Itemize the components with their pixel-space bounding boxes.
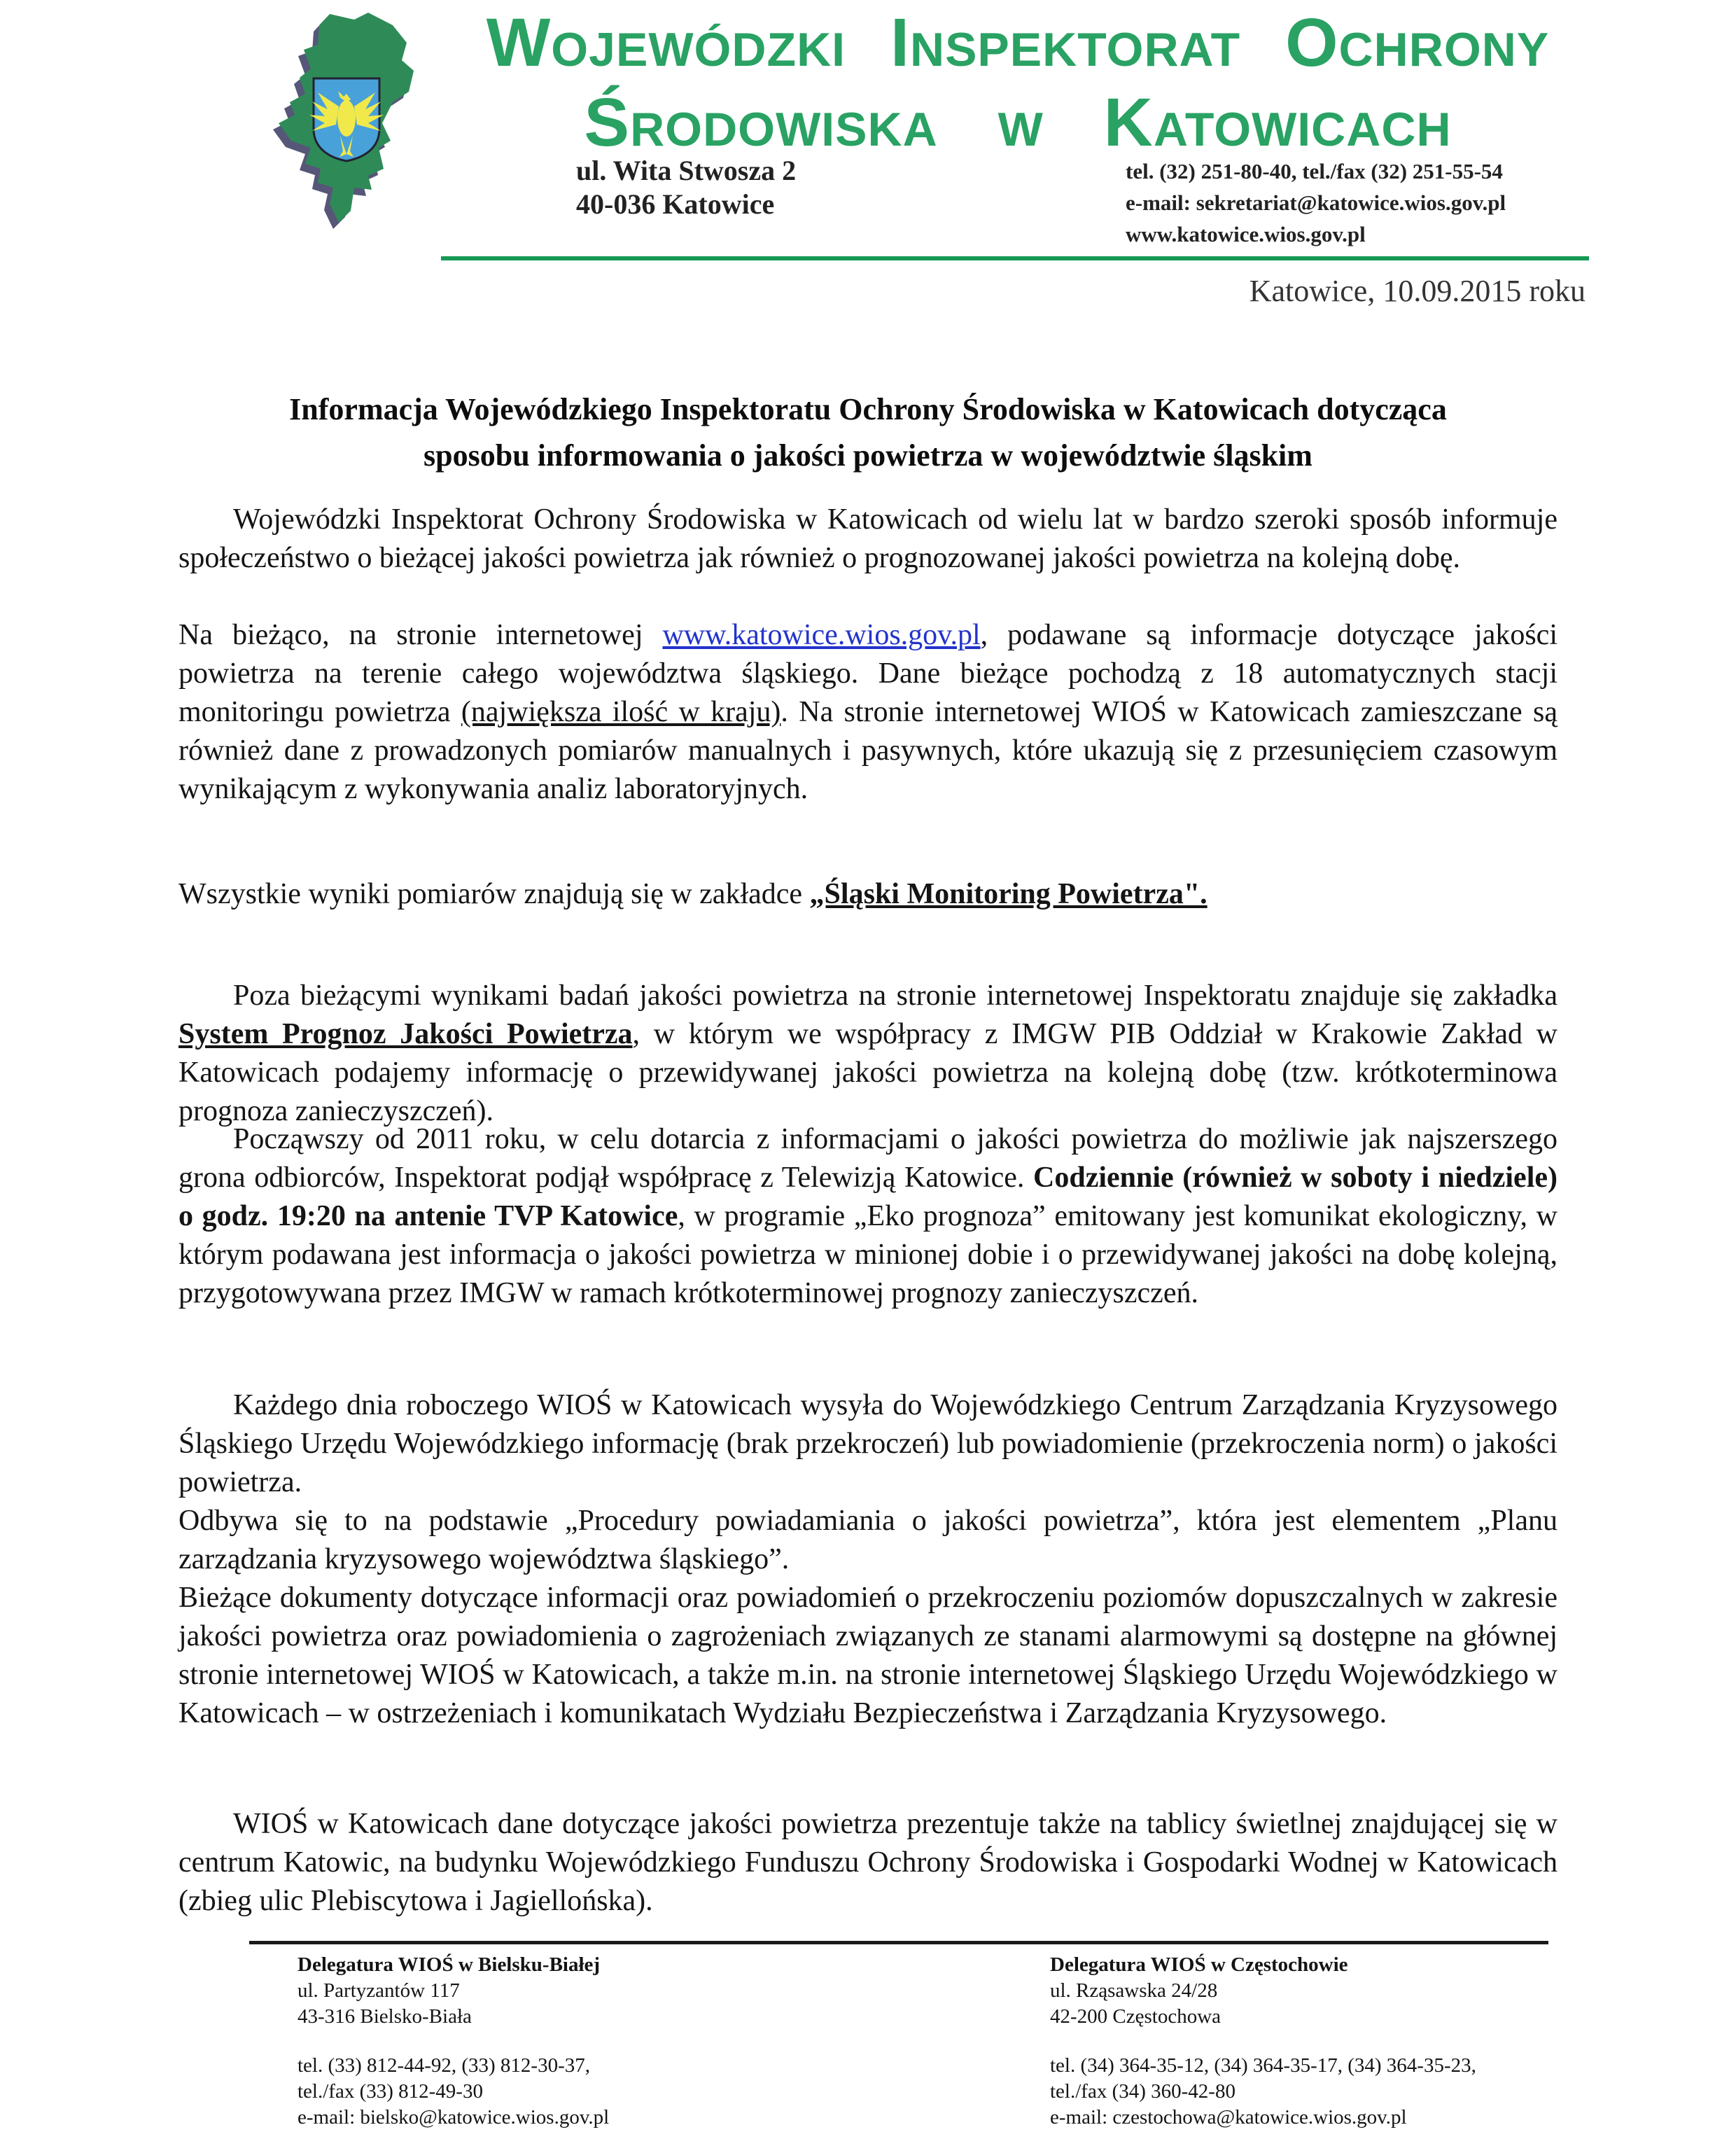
header-address — [576, 154, 796, 221]
text-segment: , w którym we współpracy z IMGW PIB Oddział w Krakowie Zakład w Katowicach podajemy informację o przewidywanej jakości powietrza na kolejną dobę (tzw. krótkoterminowa prognoza zanieczyszczeń). — [178, 1018, 1558, 1127]
text-segment: , podawane są informacje dotyczące jakości powietrza na terenie całego województwa śląskiego. Dane bieżące pochodzą z 18 automatycznych stacji monitoringu powietrza — [178, 619, 1558, 728]
footer-branch-bielsko-fax: tel./fax (33) 812-49-30 — [298, 2080, 483, 2103]
silesia-map-logo-svg — [263, 4, 433, 230]
text-segment: Bieżące dokumenty dotyczące informacji oraz powiadomień o przekroczeniu poziomów dopuszczalnych w zakresie jakości powietrza oraz powiadomienia o zagrożeniach związanych ze stanami alarmowymi są dostępne na głównej stronie internetowej WIOŚ w Katowicach, a także m.in. na stronie internetowej Śląskiego Urzędu Wojewódzkiego w Katowicach – w ostrzeżeniach i komunikatach Wydziału Bezpieczeństwa i Zarządzania Kryzysowego. — [178, 1582, 1558, 1729]
text-segment: WIOŚ w Katowicach dane dotyczące jakości powietrza prezentuje także na tablicy świetlnej znajdującej się w centrum Katowic, na budynku Wojewódzkiego Funduszu Ochrony Środowiska i Gospodarki Wodnej w Katowicach (zbieg ulic Plebiscytowa i Jagiellońska). — [178, 1808, 1558, 1917]
text-segment: „Śląski Monitoring Powietrza". — [809, 878, 1208, 910]
text-segment: Każdego dnia roboczego WIOŚ w Katowicach wysyła do Wojewódzkiego Centrum Zarządzania Kryzysowego Śląskiego Urzędu Wojewódzkiego informację (brak przekroczeń) lub powiadomienie (przekroczenia norm) o jakości powietrza. — [178, 1389, 1558, 1498]
footer-spacer — [1050, 2030, 1476, 2053]
paragraph-procedure — [178, 1502, 1558, 1579]
paragraph-monitoring-tab — [178, 875, 1558, 914]
document-title-line2: sposobu informowania o jakości powietrza w województwie śląskim — [424, 438, 1312, 473]
header-contact — [1126, 155, 1506, 250]
document-title — [178, 386, 1558, 479]
paragraph-website-info — [178, 616, 1558, 809]
text-segment: Wszystkie wyniki pomiarów znajdują się w zakładce — [178, 878, 810, 910]
organization-name — [440, 1, 1596, 161]
footer-branch-czestochowa-street: ul. Rząsawska 24/28 — [1050, 1979, 1218, 2002]
text-segment: Wojewódzki Inspektorat Ochrony Środowiska w Katowicach od wielu lat w bardzo szeroki sposób informuje społeczeństwo o bieżącej jakości powietrza jak również o prognozowanej jakości powietrza na kolejną dobę. — [178, 503, 1558, 574]
text-segment: System Prognoz Jakości Powietrza — [178, 1018, 633, 1050]
footer-branch-czestochowa-title: Delegatura WIOŚ w Częstochowie — [1050, 1953, 1348, 1976]
footer-branch-bielsko-city: 43-316 Bielsko-Biała — [298, 2005, 472, 2028]
footer-branch-bielsko-email: e-mail: bielsko@katowice.wios.gov.pl — [298, 2106, 610, 2128]
header-divider — [441, 256, 1589, 260]
footer-branch-czestochowa — [1050, 1952, 1476, 2131]
footer-spacer — [298, 2030, 609, 2053]
silesia-map-logo — [263, 4, 433, 230]
footer-branch-bielsko — [298, 1952, 609, 2131]
text-segment: . Na stronie internetowej WIOŚ w Katowicach zamieszczane są również dane z prowadzonych pomiarów manualnych i pasywnych, które ukazują się z przesunięciem czasowym wynikającym z wykonywania analiz laboratoryjnych. — [178, 696, 1558, 805]
text-segment: Począwszy od 2011 roku, w celu dotarcia z informacjami o jakości powietrza do możliwie jak najszerszego grona odbiorców, Inspektorat podjął współpracę z Telewizją Katowice. — [178, 1123, 1558, 1194]
header-address-street: ul. Wita Stwosza 2 — [576, 155, 797, 186]
footer-branch-czestochowa-fax: tel./fax (34) 360-42-80 — [1050, 2080, 1236, 2103]
header-phone: tel. (32) 251-80-40, tel./fax (32) 251-55-54 — [1126, 159, 1503, 183]
text-segment: Na bieżąco, na stronie internetowej — [178, 619, 663, 651]
header-email: e-mail: sekretariat@katowice.wios.gov.pl — [1126, 190, 1506, 215]
organization-name-line2: Środowiska w Katowicach — [584, 84, 1452, 160]
footer-branch-czestochowa-phone: tel. (34) 364-35-12, (34) 364-35-17, (34) 364-35-23, — [1050, 2054, 1476, 2077]
website-link[interactable]: www.katowice.wios.gov.pl — [662, 619, 981, 651]
organization-name-line1: Wojewódzki Inspektorat Ochrony — [486, 4, 1550, 81]
footer-branch-bielsko-street: ul. Partyzantów 117 — [298, 1979, 460, 2002]
footer-branch-czestochowa-city: 42-200 Częstochowa — [1050, 2005, 1222, 2028]
paragraph-light-board — [178, 1805, 1558, 1921]
paragraph-forecast-system — [178, 977, 1558, 1131]
footer-divider — [249, 1941, 1548, 1944]
footer-branch-bielsko-phone: tel. (33) 812-44-92, (33) 812-30-37, — [298, 2054, 590, 2077]
paragraph-intro — [178, 501, 1558, 578]
text-segment: (największa ilość w kraju) — [461, 696, 781, 728]
text-segment: Codziennie (również w soboty i niedziele) o godz. 19:20 na antenie TVP Katowice — [178, 1162, 1558, 1232]
dateline: Katowice, 10.09.2015 roku — [1249, 274, 1586, 308]
text-segment: Poza bieżącymi wynikami badań jakości powietrza na stronie internetowej Inspektoratu znajduje się zakładka — [233, 980, 1558, 1012]
paragraph-documents — [178, 1579, 1558, 1733]
document-title-line1: Informacja Wojewódzkiego Inspektoratu Ochrony Środowiska w Katowicach dotycząca — [289, 392, 1447, 426]
paragraph-tv-broadcast — [178, 1120, 1558, 1313]
footer-branch-czestochowa-email: e-mail: czestochowa@katowice.wios.gov.pl — [1050, 2106, 1407, 2128]
header-address-city: 40-036 Katowice — [576, 188, 775, 220]
text-segment: , w programie „Eko prognoza” emitowany jest komunikat ekologiczny, w którym podawana jest informacja o jakości powietrza w minionej dobie i o przewidywanej jakości na dobę kolejną, przygotowywana przez IMGW w ramach krótkoterminowej prognozy zanieczyszczeń. — [178, 1200, 1558, 1309]
paragraph-crisis-center — [178, 1386, 1558, 1502]
footer-branch-bielsko-title: Delegatura WIOŚ w Bielsku-Białej — [298, 1953, 601, 1976]
header-website: www.katowice.wios.gov.pl — [1126, 222, 1366, 246]
text-segment: Odbywa się to na podstawie „Procedury powiadamiania o jakości powietrza”, która jest elementem „Planu zarządzania kryzysowego województwa śląskiego”. — [178, 1505, 1558, 1575]
